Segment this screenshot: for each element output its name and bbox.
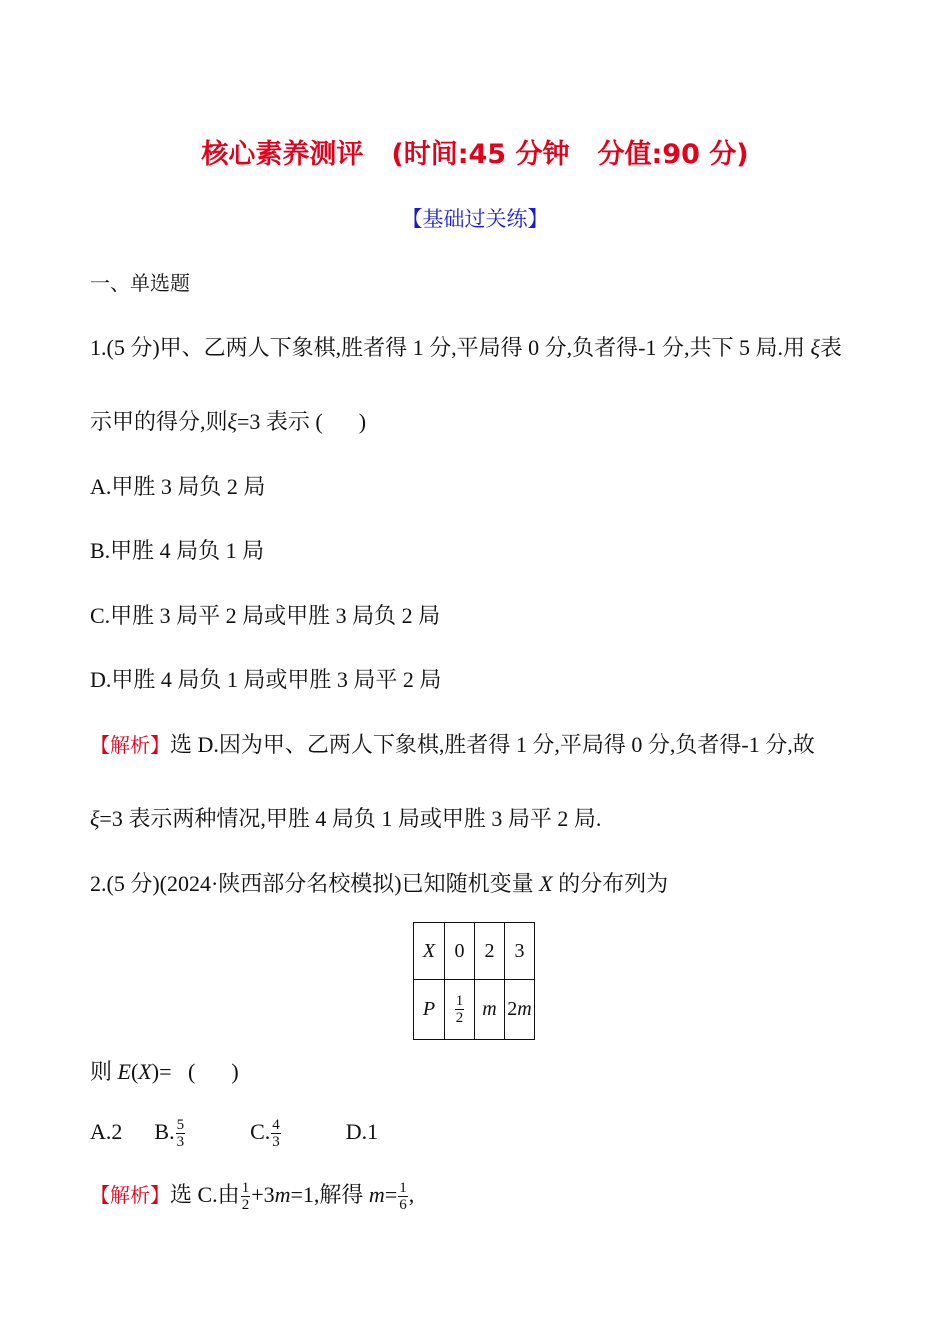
- table-row: [414, 923, 535, 980]
- q2-stem-a: 2.(5 分)(2024·陕西部分名校模拟)已知随机变量: [90, 871, 534, 896]
- title-time: (时间:45 分钟: [391, 139, 570, 170]
- q1-stem-line2-b: =3 表示: [236, 409, 310, 434]
- table-cell: X: [414, 923, 445, 980]
- table-row: [414, 980, 535, 1040]
- q1-stem-line2: [90, 407, 366, 437]
- q1-analysis-xi: ξ: [90, 806, 100, 831]
- q1-paren-close: ): [358, 409, 367, 434]
- q1-option-d: D.甲胜 4 局负 1 局或甲胜 3 局平 2 局: [90, 667, 442, 692]
- q2-paren-open: (: [187, 1059, 196, 1084]
- table-cell: P: [414, 980, 445, 1040]
- section-tag: 【基础过关练】: [401, 207, 549, 231]
- table-cell: 2: [475, 923, 505, 980]
- q1-xi: ξ: [810, 335, 820, 360]
- q1-analysis-tag: 【解析】: [90, 733, 170, 757]
- q2-options: [90, 1117, 378, 1150]
- table-cell: m: [475, 980, 505, 1040]
- q2-analysis-tag: 【解析】: [90, 1183, 170, 1207]
- q1-analysis-line1: [90, 730, 815, 760]
- page-title: [0, 132, 950, 171]
- q2-ask: 则 E(X)= ( ): [90, 1059, 239, 1084]
- q2-option-b: B. $\frac{5}{3}$: [154, 1117, 185, 1151]
- q2-analysis: 【解析】选 C.由 $\frac{1}{2}$ +3m=1,解得 m= $\frac{1}{6}$ ,: [90, 1180, 415, 1214]
- q1-analysis-text1: 选 D.因为甲、乙两人下象棋,胜者得 1 分,平局得 0 分,负者得-1 分,故: [170, 732, 815, 757]
- title-score: 分值:90 分): [597, 139, 749, 170]
- fraction: $\frac{1}{2}$: [455, 993, 464, 1026]
- q1-stem-line2-a: 示甲的得分,则: [90, 409, 228, 434]
- q1-option-c: C.甲胜 3 局平 2 局或甲胜 3 局负 2 局: [90, 603, 441, 628]
- q1-paren-open: (: [315, 409, 323, 434]
- distribution-table: [413, 922, 535, 1040]
- q2-option-c: C. $\frac{4}{3}$: [250, 1117, 280, 1151]
- q1-stem-line1: [90, 333, 842, 363]
- q2-stem-b: 的分布列为: [558, 871, 669, 896]
- table-cell: 0: [445, 923, 475, 980]
- table-cell: 3: [505, 923, 535, 980]
- q1-option-b: B.甲胜 4 局负 1 局: [90, 538, 265, 563]
- title-main: 核心素养测评: [201, 139, 364, 170]
- section-heading: 一、单选题: [90, 271, 190, 295]
- q1-stem-text: 1.(5 分)甲、乙两人下象棋,胜者得 1 分,平局得 0 分,负者得-1 分,共下 5 局.用: [90, 335, 805, 360]
- fraction: $\frac{1}{6}$: [399, 1180, 407, 1214]
- q1-xi-2: ξ: [227, 409, 237, 434]
- q2-option-d: D.1: [345, 1119, 379, 1144]
- fraction: $\frac{1}{2}$: [241, 1180, 250, 1214]
- q1-option-a: A.甲胜 3 局负 2 局: [90, 474, 266, 499]
- q1-stem-end: 表: [819, 335, 842, 360]
- q2-option-a: A.2: [90, 1119, 123, 1144]
- q2-stem: [90, 869, 668, 899]
- table-cell: 2m: [505, 980, 535, 1040]
- q2-ask-a: 则: [90, 1059, 113, 1084]
- q2-var-x: X: [539, 871, 553, 896]
- q1-analysis-line2: [90, 804, 601, 834]
- q1-analysis-text2: =3 表示两种情况,甲胜 4 局负 1 局或甲胜 3 局平 2 局.: [99, 806, 602, 831]
- q2-paren-close: ): [231, 1059, 239, 1084]
- table-cell: [445, 980, 475, 1040]
